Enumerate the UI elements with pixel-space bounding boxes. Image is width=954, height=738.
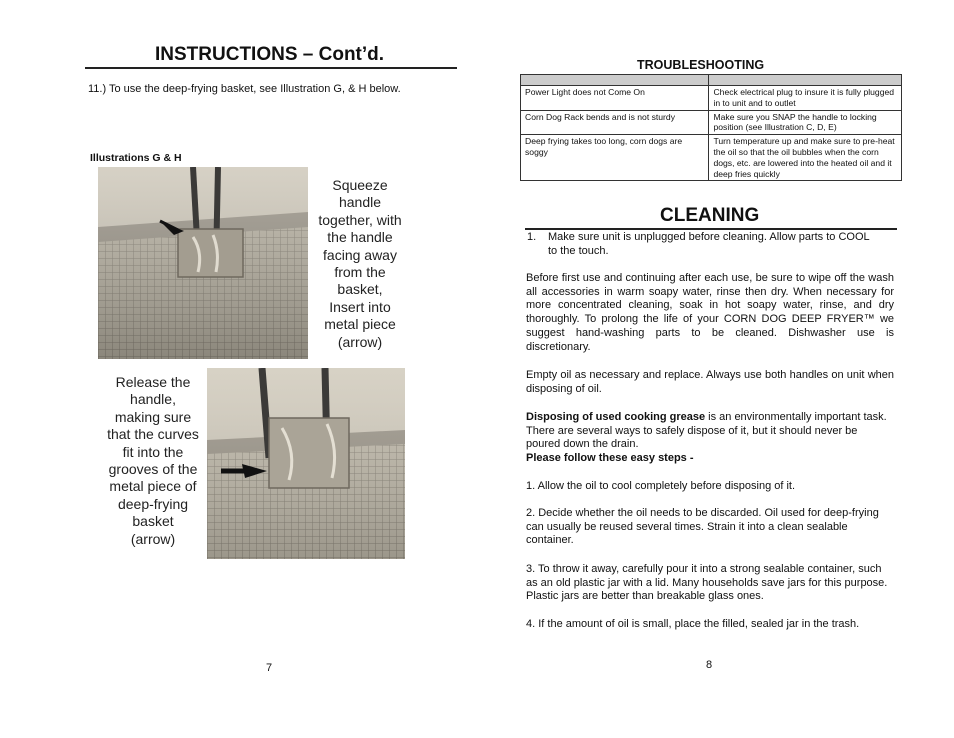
disposal-step-3: 3. To throw it away, carefully pour it into a strong sealable container, such as an old plastic jar with a lid. Many households save jars for this purpose. Plastic jars are better than breakable glass ones. — [526, 563, 888, 603]
caption-h-line: that the curves — [107, 426, 199, 443]
illustration-h-photo — [207, 368, 405, 559]
caption-illustration-g — [306, 177, 414, 351]
caption-g-line: Squeeze — [332, 177, 388, 193]
caption-g-line: metal piece — [324, 316, 396, 333]
disposal-step-4: 4. If the amount of oil is small, place the filled, sealed jar in the trash. — [526, 618, 860, 630]
caption-h-line: basket — [132, 513, 174, 530]
disposing-paragraph — [526, 411, 894, 452]
page-title-instructions: INSTRUCTIONS – Cont’d. — [155, 44, 385, 65]
caption-h-line: metal piece of — [109, 478, 197, 495]
cleaning-paragraph-wash: Before first use and continuing after each use, be sure to wipe off the wash all accessories in warm soapy water, rinse then dry. When necessary for more concentrated cleaning, soak in hot soapy water, rinse, and dry thoroughly. To prolong the life of your CORN DOG DEEP FRYER™ we suggest hand-washing parts to be cleaned. Dishwasher use is discretionary. — [526, 272, 894, 353]
caption-h-line: Release the — [115, 374, 191, 390]
solution-cell: Check electrical plug to insure it is fully plugged in to unit and to outlet — [709, 86, 902, 111]
caption-h-line: handle, — [130, 391, 176, 408]
caption-g-line: together, with — [318, 211, 402, 228]
table-header-cell — [521, 75, 709, 86]
caption-h-line: fit into the — [122, 443, 184, 460]
table-header-cell — [709, 75, 902, 86]
caption-g-line: from the — [334, 264, 386, 281]
cleaning-title: CLEANING — [660, 205, 760, 226]
caption-h-line: (arrow) — [130, 530, 176, 547]
caption-g-line: handle — [338, 194, 382, 211]
table-row — [521, 110, 902, 135]
table-row — [521, 86, 902, 111]
caption-h-line: deep-frying — [117, 495, 189, 512]
caption-illustration-h — [98, 374, 208, 548]
title-rule — [85, 67, 457, 69]
steps-heading: Please follow these easy steps - — [526, 452, 694, 464]
cleaning-rule — [525, 228, 897, 230]
caption-g-line: facing away — [323, 246, 397, 263]
caption-g-line: (arrow) — [337, 333, 383, 350]
cleaning-paragraph-oil: Empty oil as necessary and replace. Always use both handles on unit when disposing of oil. — [526, 369, 894, 395]
caption-h-line: making sure — [114, 408, 192, 425]
table-header-row — [521, 75, 902, 86]
page-number-right: 8 — [706, 659, 713, 671]
problem-cell: Corn Dog Rack bends and is not sturdy — [521, 110, 709, 135]
caption-g-line: basket, — [337, 281, 383, 298]
solution-cell: Turn temperature up and make sure to pre-heat the oil so that the oil bubbles when the corn dogs, etc. are lowered into the heated oil and it deep fries quickly — [709, 135, 902, 181]
caption-h-line: grooves of the — [108, 461, 198, 478]
page-number-left: 7 — [266, 662, 273, 674]
basket-handle-squeeze-image — [98, 167, 308, 359]
disposal-step-2: 2. Decide whether the oil needs to be discarded. Oil used for deep-frying can usually be reused several times. Strain it into a clean sealable container. — [526, 507, 879, 547]
troubleshooting-title: TROUBLESHOOTING — [637, 58, 765, 72]
illustration-g-photo — [98, 167, 308, 359]
troubleshooting-table — [520, 74, 902, 181]
disposing-text: is an environmentally important task. There are several ways to safely dispose of it, but it should never be poured down the drain. — [526, 411, 887, 451]
disposal-step-1: 1. Allow the oil to cool completely before disposing of it. — [526, 480, 796, 492]
illustrations-label: Illustrations G & H — [90, 152, 182, 164]
problem-cell: Power Light does not Come On — [521, 86, 709, 111]
cleaning-step-1-text: Make sure unit is unplugged before cleaning. Allow parts to COOL to the touch. — [548, 231, 870, 257]
step-11-text: 11.) To use the deep-frying basket, see Illustration G, & H below. — [88, 83, 401, 95]
caption-g-line: Insert into — [329, 298, 391, 315]
cleaning-step-1-number: 1. — [527, 231, 537, 243]
solution-cell: Make sure you SNAP the handle to locking position (see Illustration C, D, E) — [709, 110, 902, 135]
problem-cell: Deep frying takes too long, corn dogs are soggy — [521, 135, 709, 181]
basket-handle-release-image — [207, 368, 405, 559]
caption-g-line: the handle — [327, 229, 393, 246]
table-row — [521, 135, 902, 181]
disposing-bold-lead: Disposing of used cooking grease — [526, 411, 706, 423]
